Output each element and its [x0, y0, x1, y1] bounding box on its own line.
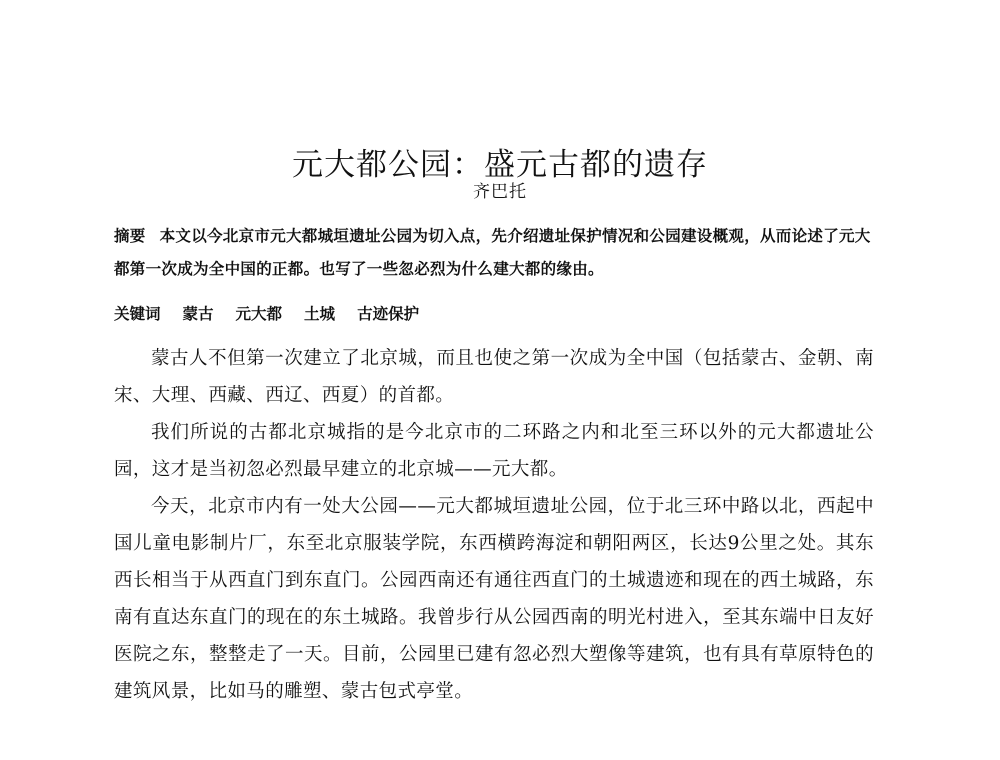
body-paragraph: 我们所说的古都北京城指的是今北京市的二环路之内和北至三环以外的元大都遗址公园，这才是当初忽必烈最早建立的北京城——元大都。 — [114, 422, 874, 480]
keywords-label: 关键词 — [114, 305, 161, 323]
abstract-label: 摘要 — [114, 227, 146, 245]
abstract-block — [114, 220, 874, 286]
article-body — [114, 340, 874, 710]
abstract-text: 本文以今北京市元大都城垣遗址公园为切入点，先介绍遗址保护情况和公园建设概观，从而论述了元大都第一次成为全中国的正都。也写了一些忽必烈为什么建大都的缘由。 — [114, 227, 871, 278]
keyword: 元大都 — [235, 305, 283, 323]
keywords-block — [114, 300, 874, 328]
body-paragraph: 今天，北京市内有一处大公园——元大都城垣遗址公园，位于北三环中路以北，西起中国儿童电影制片厂，东至北京服装学院，东西横跨海淀和朝阳两区，长达9公里之处。其东西长相当于从西直门到东直门。公园西南还有通往西直门的土城遗迹和现在的西土城路，东南有直达东直门的现在的东土城路。我曾步行从公园西南的明光村进入，至其东端中日友好医院之东，整整走了一天。目前，公园里已建有忽必烈大塑像等建筑，也有具有草原特色的建筑风景，比如马的雕塑、蒙古包式亭堂。 — [114, 496, 874, 702]
body-paragraph: 蒙古人不但第一次建立了北京城，而且也使之第一次成为全中国（包括蒙古、金朝、南宋、大理、西藏、西辽、西夏）的首都。 — [114, 348, 874, 406]
article-author: 齐巴托 — [473, 182, 527, 202]
article-title: 元大都公园：盛元古都的遗存 — [292, 146, 708, 183]
keyword: 古迹保护 — [357, 305, 420, 323]
keyword: 蒙古 — [182, 305, 214, 323]
keyword: 土城 — [304, 305, 336, 323]
